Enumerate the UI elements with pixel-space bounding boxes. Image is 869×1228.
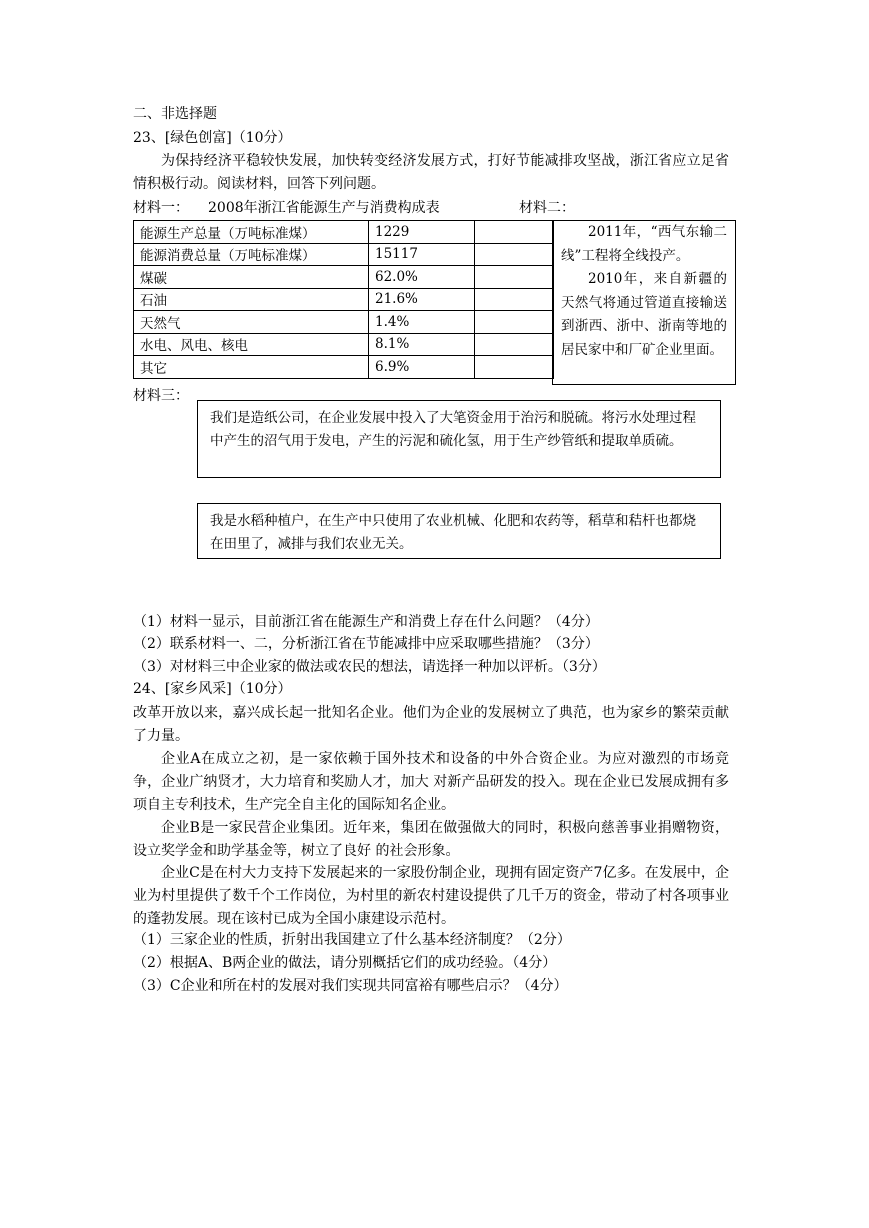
material2-paragraph-2: 2010年，来自新疆的天然气将通过管道直接输送到浙西、浙中、浙南等地的居民家中和厂矿企业里面。 — [561, 271, 727, 358]
energy-table — [133, 220, 554, 379]
table-cell: 21.6% — [369, 288, 475, 311]
table-row — [134, 333, 554, 356]
table-row — [134, 288, 554, 311]
table-cell: 6.9% — [369, 356, 475, 379]
material1-label: 材料一： — [133, 200, 189, 216]
table-cell: 能源生产总量（万吨标准煤） — [134, 221, 369, 244]
table-row — [134, 356, 554, 379]
rice-farmer-quote: 我是水稻种植户，在生产中只使用了农业机械、化肥和农药等，稻草和秸杆也都烧在田里了，减排与我们农业无关。 — [197, 503, 721, 559]
q23-question-2: （2）联系材料一、二，分析浙江省在节能减排中应采取哪些措施？（3分） — [133, 636, 599, 652]
q24-question-1: （1）三家企业的性质，折射出我国建立了什么基本经济制度？（2分） — [133, 932, 571, 948]
table-cell: 煤碳 — [134, 266, 369, 289]
table-row — [134, 243, 554, 266]
section-heading: 二、非选择题 — [133, 106, 217, 122]
table-cell: 8.1% — [369, 333, 475, 356]
table-cell — [475, 356, 554, 379]
enterprise-a-paragraph: 企业A在成立之初，是一家依赖于国外技术和设备的中外合资企业。为应对激烈的市场竞争，企业广纳贤才，大力培育和奖励人才，加大 对新产品研发的投入。现在企业已发展成拥有多项自主专利技术，生产完全自主化的国际知名企业。 — [133, 751, 729, 813]
material1-caption: 2008年浙江省能源生产与消费构成表 — [208, 200, 440, 216]
q23-question-3: （3）对材料三中企业家的做法或农民的想法，请选择一种加以评析。（3分） — [133, 659, 606, 675]
table-cell — [475, 221, 554, 244]
table-cell — [475, 333, 554, 356]
q23-title: 23、[绿色创富]（10分） — [133, 130, 292, 146]
table-row — [134, 266, 554, 289]
material2-paragraph-1: 2011年，“西气东输二线”工程将全线投产。 — [561, 224, 727, 264]
table-cell: 水电、风电、核电 — [134, 333, 369, 356]
enterprise-c-paragraph: 企业C是在村大力支持下发展起来的一家股份制企业，现拥有固定资产7亿多。在发展中，企业为村里提供了数千个工作岗位，为村里的新农村建设提供了几千万的资金，带动了村各项事业的蓬勃发展。现在该村已成为全国小康建设示范村。 — [133, 865, 729, 927]
q23-question-1: （1）材料一显示，目前浙江省在能源生产和消费上存在什么问题？（4分） — [133, 614, 599, 630]
table-row — [134, 311, 554, 334]
table-cell: 1229 — [369, 221, 475, 244]
q24-intro: 改革开放以来，嘉兴成长起一批知名企业。他们为企业的发展树立了典范，也为家乡的繁荣贡献了力量。 — [133, 705, 729, 744]
table-cell: 1.4% — [369, 311, 475, 334]
table-cell: 其它 — [134, 356, 369, 379]
q24-question-2: （2）根据A、B两企业的做法，请分别概括它们的成功经验。（4分） — [133, 955, 557, 971]
table-cell — [475, 266, 554, 289]
q24-title: 24、[家乡风采]（10分） — [133, 681, 292, 697]
enterprise-b-paragraph: 企业B是一家民营企业集团。近年来，集团在做强做大的同时，积极向慈善事业捐赠物资，设立奖学金和助学基金等，树立了良好 的社会形象。 — [133, 820, 729, 859]
table-cell: 能源消费总量（万吨标准煤） — [134, 243, 369, 266]
material2-label: 材料二： — [519, 200, 575, 216]
table-cell — [475, 288, 554, 311]
table-cell: 15117 — [369, 243, 475, 266]
paper-company-quote: 我们是造纸公司，在企业发展中投入了大笔资金用于治污和脱硫。将污水处理过程中产生的沼气用于发电，产生的污泥和硫化氢，用于生产纱管纸和提取单质硫。 — [197, 400, 721, 478]
table-cell — [475, 311, 554, 334]
q23-intro: 为保持经济平稳较快发展，加快转变经济发展方式，打好节能减排攻坚战，浙江省应立足省情积极行动。阅读材料，回答下列问题。 — [133, 153, 729, 192]
table-row — [134, 221, 554, 244]
material3-label: 材料三： — [133, 388, 189, 404]
table-cell: 石油 — [134, 288, 369, 311]
material2-box — [552, 220, 736, 385]
table-cell: 62.0% — [369, 266, 475, 289]
table-cell — [475, 243, 554, 266]
q24-question-3: （3）C企业和所在村的发展对我们实现共同富裕有哪些启示？（4分） — [133, 978, 568, 994]
table-cell: 天然气 — [134, 311, 369, 334]
